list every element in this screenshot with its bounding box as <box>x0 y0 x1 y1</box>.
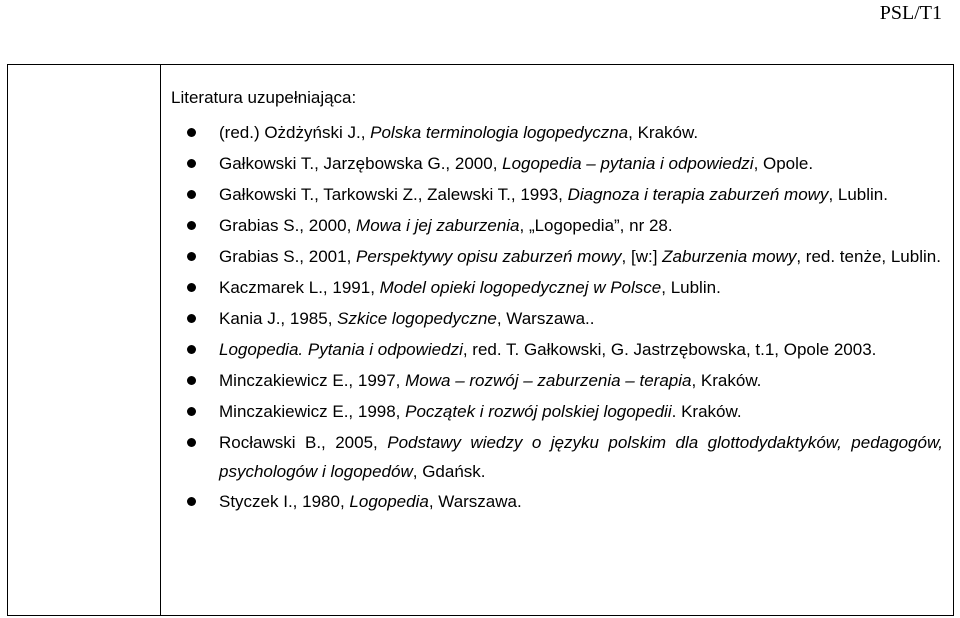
reference-text <box>219 309 594 328</box>
reference-detail: Kania J., 1985, <box>219 309 338 328</box>
bullet-icon <box>187 497 196 506</box>
bullet-icon <box>187 438 196 447</box>
section-heading: Literatura uzupełniająca: <box>171 88 357 107</box>
bullet-icon <box>187 407 196 416</box>
reference-item <box>171 272 943 303</box>
reference-title: Diagnoza i terapia zaburzeń mowy <box>567 185 829 204</box>
reference-title: Szkice logopedyczne <box>337 309 497 328</box>
reference-title: Perspektywy opisu zaburzeń mowy <box>356 247 622 266</box>
bullet-icon <box>187 221 196 230</box>
reference-detail: , red. T. Gałkowski, G. Jastrzębowska, t.1, Opole 2003. <box>462 340 877 359</box>
reference-detail: , red. tenże, Lublin. <box>796 247 941 266</box>
literature-cell <box>171 87 943 517</box>
bullet-icon <box>187 190 196 199</box>
reference-item <box>171 210 943 241</box>
reference-detail: , Warszawa. <box>428 492 522 511</box>
reference-text <box>219 154 813 173</box>
document-code: PSL/T1 <box>879 2 942 24</box>
reference-text <box>219 278 721 297</box>
bullet-icon <box>187 314 196 323</box>
bullet-icon <box>187 128 196 137</box>
reference-detail: , Warszawa.. <box>496 309 595 328</box>
reference-detail: Gałkowski T., Tarkowski Z., Zalewski T., 1993, <box>219 185 568 204</box>
reference-detail: , „Logopedia”, nr 28. <box>519 216 673 235</box>
literature-table <box>7 64 954 616</box>
reference-item <box>171 179 943 210</box>
reference-item <box>171 427 943 486</box>
reference-text <box>219 241 941 271</box>
bullet-icon <box>187 159 196 168</box>
reference-title: Mowa i jej zaburzenia <box>356 216 520 235</box>
reference-detail: Minczakiewicz E., 1997, <box>219 371 406 390</box>
reference-title: Podstawy wiedzy o języku polskim dla glottodydaktyków, pedagogów, psychologów i logopedów <box>219 433 944 481</box>
reference-detail: Grabias S., 2000, <box>219 216 357 235</box>
reference-item <box>171 148 943 179</box>
reference-detail: , [w:] <box>621 247 663 266</box>
reference-text <box>219 123 698 142</box>
reference-title: Mowa – rozwój – zaburzenia – terapia <box>405 371 692 390</box>
reference-detail: Kaczmarek L., 1991, <box>219 278 380 297</box>
reference-item <box>171 486 943 517</box>
reference-detail: , Lublin. <box>661 278 721 297</box>
reference-detail: (red.) Ożdżyński J., <box>219 123 371 142</box>
reference-title: Polska terminologia logopedyczna <box>370 123 629 142</box>
column-divider <box>160 65 161 615</box>
reference-text <box>219 402 742 421</box>
reference-detail: , Gdańsk. <box>412 462 486 481</box>
reference-detail: Gałkowski T., Jarzębowska G., 2000, <box>219 154 503 173</box>
reference-text <box>219 216 673 235</box>
reference-title: Logopedia <box>349 492 429 511</box>
reference-title: Zaburzenia mowy <box>662 247 797 266</box>
reference-item <box>171 303 943 334</box>
reference-item <box>171 396 943 427</box>
reference-detail: Grabias S., 2001, <box>219 247 357 266</box>
reference-title: Model opieki logopedycznej w Polsce <box>379 278 662 297</box>
bullet-icon <box>187 345 196 354</box>
reference-item <box>171 117 943 148</box>
reference-text <box>219 371 761 390</box>
bullet-icon <box>187 252 196 261</box>
reference-title: Logopedia. Pytania i odpowiedzi <box>219 340 463 359</box>
reference-text <box>219 492 522 511</box>
reference-detail: , Kraków. <box>691 371 762 390</box>
bullet-icon <box>187 283 196 292</box>
reference-detail: , Kraków. <box>628 123 699 142</box>
bullet-icon <box>187 376 196 385</box>
reference-detail: Minczakiewicz E., 1998, <box>219 402 406 421</box>
reference-detail: , Opole. <box>753 154 814 173</box>
reference-detail: Styczek I., 1980, <box>219 492 350 511</box>
reference-item <box>171 241 943 272</box>
reference-title: Początek i rozwój polskiej logopedii <box>405 402 672 421</box>
reference-item <box>171 365 943 396</box>
reference-detail: Rocławski B., 2005, <box>219 433 388 452</box>
reference-title: Logopedia – pytania i odpowiedzi <box>502 154 754 173</box>
reference-detail: . Kraków. <box>671 402 742 421</box>
reference-item <box>171 334 943 365</box>
reference-list <box>171 117 943 517</box>
reference-text <box>219 179 888 209</box>
reference-detail: , Lublin. <box>828 185 888 204</box>
reference-text <box>219 427 943 486</box>
reference-text <box>219 340 876 359</box>
